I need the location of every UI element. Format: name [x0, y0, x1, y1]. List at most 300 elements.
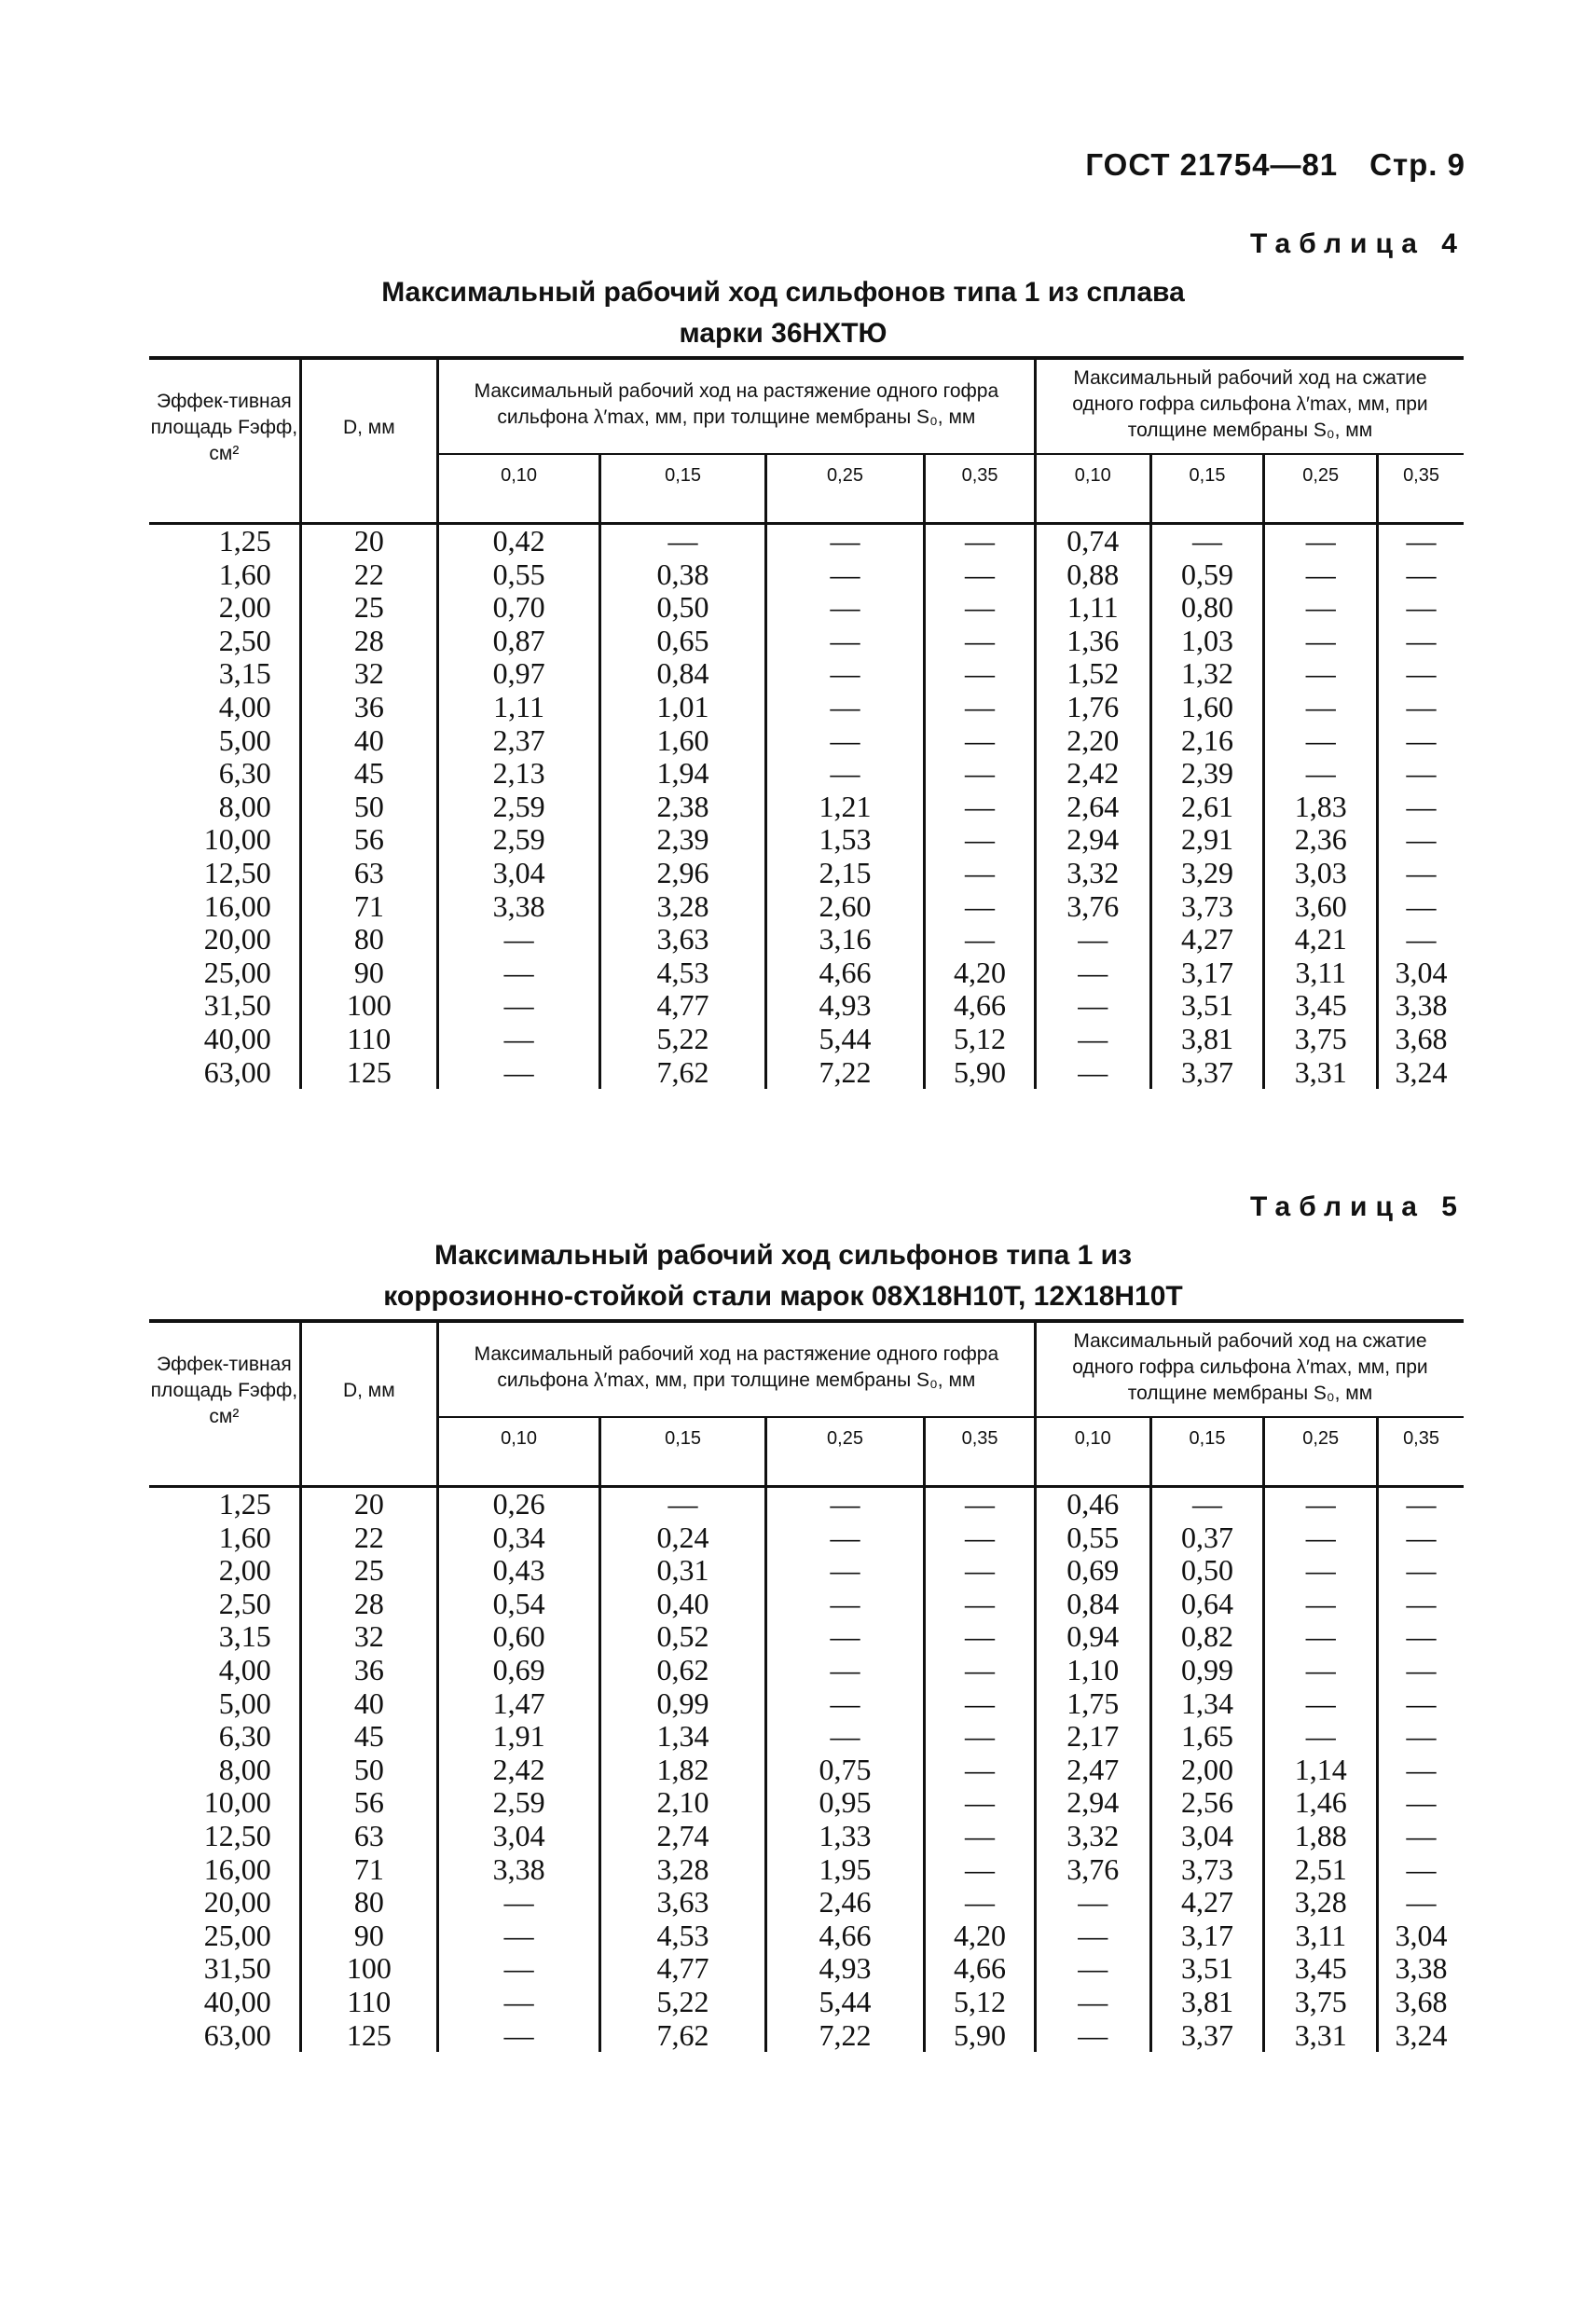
table4-label: Таблица 4 [1249, 228, 1465, 259]
table-row [149, 956, 1464, 990]
value-cell: 0,37 [1150, 1521, 1264, 1555]
value-cell: 3,73 [1150, 890, 1264, 924]
value-cell: 3,37 [1150, 2019, 1264, 2053]
table-row [149, 1886, 1464, 1920]
value-cell: 2,42 [1035, 757, 1150, 791]
value-cell: 1,11 [1035, 591, 1150, 625]
value-cell: — [925, 1886, 1036, 1920]
value-cell: 0,59 [1150, 558, 1264, 592]
value-cell: 1,95 [765, 1853, 924, 1887]
value-cell: — [765, 691, 924, 724]
value-cell: 0,38 [600, 558, 766, 592]
value-cell: — [1378, 1654, 1464, 1687]
area-cell: 63,00 [203, 2017, 271, 2052]
diameter-cell: 100 [300, 989, 437, 1023]
thickness-header: 0,35 [925, 454, 1036, 496]
value-cell: — [1378, 657, 1464, 691]
value-cell: — [1378, 857, 1464, 890]
value-cell: 5,22 [600, 1986, 766, 2019]
value-cell: 0,64 [1150, 1588, 1264, 1621]
value-cell: — [1264, 625, 1378, 658]
thickness-header: 0,35 [925, 1417, 1036, 1459]
table-row [149, 989, 1464, 1023]
value-cell: — [1378, 591, 1464, 625]
table5-label: Таблица 5 [1249, 1191, 1465, 1222]
value-cell: 3,38 [437, 1853, 599, 1887]
value-cell: 1,01 [600, 691, 766, 724]
group-compress-header: Максимальный рабочий ход на сжатие одного гофра сильфона λ′max, мм, при толщине мембраны S₀, мм [1035, 358, 1464, 454]
value-cell: — [437, 1056, 599, 1090]
value-cell: 2,39 [600, 823, 766, 857]
value-cell: 0,75 [765, 1754, 924, 1787]
area-cell: 25,00 [203, 1918, 271, 1952]
area-cell: 4,00 [218, 689, 271, 723]
value-cell: — [1035, 956, 1150, 990]
value-cell: 2,61 [1150, 791, 1264, 824]
area-cell: 1,60 [218, 1520, 271, 1554]
value-cell: — [765, 1487, 924, 1521]
thickness-header: 0,10 [1035, 1417, 1150, 1459]
table-row [149, 1754, 1464, 1787]
value-cell: 3,28 [1264, 1886, 1378, 1920]
area-cell: 12,50 [203, 1818, 271, 1852]
value-cell: 0,50 [600, 591, 766, 625]
value-cell: 3,45 [1264, 1952, 1378, 1986]
value-cell: — [765, 1554, 924, 1588]
value-cell: 5,22 [600, 1023, 766, 1056]
area-cell: 40,00 [203, 1021, 271, 1055]
value-cell: 0,94 [1035, 1620, 1150, 1654]
value-cell: — [1264, 1588, 1378, 1621]
value-cell: 3,63 [600, 923, 766, 956]
area-cell: 40,00 [203, 1984, 271, 2018]
value-cell: — [1378, 1853, 1464, 1887]
value-cell: — [1378, 1786, 1464, 1820]
value-cell: 0,46 [1035, 1487, 1150, 1521]
value-cell: 1,83 [1264, 791, 1378, 824]
value-cell: 4,66 [925, 989, 1036, 1023]
area-cell: 1,25 [218, 524, 271, 557]
table-row [149, 1687, 1464, 1721]
value-cell: 3,24 [1378, 2019, 1464, 2053]
value-cell: — [1264, 691, 1378, 724]
table-row [149, 1056, 1464, 1090]
thickness-header: 0,25 [1264, 1417, 1378, 1459]
value-cell: 2,59 [437, 791, 599, 824]
value-cell: 7,62 [600, 1056, 766, 1090]
value-cell: — [1264, 1654, 1378, 1687]
diameter-cell: 90 [300, 956, 437, 990]
value-cell: — [765, 657, 924, 691]
value-cell: 3,75 [1264, 1023, 1378, 1056]
thickness-header: 0,15 [1150, 454, 1264, 496]
value-cell: 1,36 [1035, 625, 1150, 658]
value-cell: 4,53 [600, 956, 766, 990]
value-cell: 1,03 [1150, 625, 1264, 658]
value-cell: 7,22 [765, 2019, 924, 2053]
table-row [149, 1986, 1464, 2019]
value-cell: — [437, 1886, 599, 1920]
value-cell: 0,43 [437, 1554, 599, 1588]
value-cell: — [1264, 1620, 1378, 1654]
value-cell: 0,87 [437, 625, 599, 658]
area-cell: 16,00 [203, 888, 271, 923]
value-cell: 0,88 [1035, 558, 1150, 592]
value-cell: 0,24 [600, 1521, 766, 1555]
value-cell: 0,80 [1150, 591, 1264, 625]
value-cell: — [600, 524, 766, 558]
value-cell: 2,10 [600, 1786, 766, 1820]
diameter-cell: 50 [300, 791, 437, 824]
diameter-cell: 90 [300, 1920, 437, 1953]
value-cell: 3,81 [1150, 1023, 1264, 1056]
table-row [149, 1554, 1464, 1588]
area-cell: 6,30 [218, 1719, 271, 1754]
diameter-cell: 36 [300, 691, 437, 724]
value-cell: 2,74 [600, 1820, 766, 1853]
value-cell: 0,52 [600, 1620, 766, 1654]
value-cell: — [925, 1620, 1036, 1654]
value-cell: 0,99 [1150, 1654, 1264, 1687]
table-row [149, 1952, 1464, 1986]
value-cell: — [1378, 1521, 1464, 1555]
value-cell: 0,70 [437, 591, 599, 625]
value-cell: 0,55 [1035, 1521, 1150, 1555]
value-cell: 4,93 [765, 989, 924, 1023]
value-cell: — [765, 1588, 924, 1621]
thickness-header: 0,35 [1378, 1417, 1464, 1459]
value-cell: 1,34 [600, 1720, 766, 1754]
value-cell: 3,68 [1378, 1986, 1464, 2019]
value-cell: — [1264, 1521, 1378, 1555]
area-cell: 5,00 [218, 1686, 271, 1720]
value-cell: 2,91 [1150, 823, 1264, 857]
table4-title-line2: марки 36НХТЮ [679, 318, 887, 349]
value-cell: — [765, 625, 924, 658]
value-cell: — [925, 823, 1036, 857]
value-cell: — [1378, 1487, 1464, 1521]
value-cell: 2,56 [1150, 1786, 1264, 1820]
value-cell: 1,53 [765, 823, 924, 857]
value-cell: 3,73 [1150, 1853, 1264, 1887]
value-cell: 2,46 [765, 1886, 924, 1920]
value-cell: — [925, 857, 1036, 890]
value-cell: 1,75 [1035, 1687, 1150, 1721]
value-cell: — [1378, 724, 1464, 758]
value-cell: 3,63 [600, 1886, 766, 1920]
value-cell: 1,34 [1150, 1687, 1264, 1721]
value-cell: 3,60 [1264, 890, 1378, 924]
value-cell: — [437, 1986, 599, 2019]
standard-number: ГОСТ 21754—81 [1085, 147, 1339, 182]
value-cell: 0,42 [437, 524, 599, 558]
page-number: Стр. 9 [1369, 147, 1465, 182]
value-cell: 4,93 [765, 1952, 924, 1986]
diameter-cell: 110 [300, 1023, 437, 1056]
value-cell: 2,39 [1150, 757, 1264, 791]
table-row [149, 1588, 1464, 1621]
table-row [149, 791, 1464, 824]
value-cell: — [1264, 1687, 1378, 1721]
value-cell: — [437, 2019, 599, 2053]
area-cell: 6,30 [218, 756, 271, 791]
area-cell: 10,00 [203, 822, 271, 857]
area-cell: 63,00 [203, 1054, 271, 1089]
value-cell: — [1378, 791, 1464, 824]
area-cell: 31,50 [203, 1951, 271, 1986]
value-cell: — [925, 558, 1036, 592]
area-cell: 2,50 [218, 623, 271, 657]
diameter-cell: 125 [300, 2019, 437, 2053]
value-cell: — [925, 1786, 1036, 1820]
value-cell: 0,26 [437, 1487, 599, 1521]
value-cell: — [437, 1920, 599, 1953]
diameter-cell: 25 [300, 1554, 437, 1588]
table-row [149, 923, 1464, 956]
value-cell: 2,36 [1264, 823, 1378, 857]
thickness-header: 0,15 [600, 1417, 766, 1459]
table5-title [280, 1235, 1286, 1317]
diameter-cell: 71 [300, 1853, 437, 1887]
table-row [149, 1853, 1464, 1887]
diameter-cell: 71 [300, 890, 437, 924]
value-cell: 4,21 [1264, 923, 1378, 956]
value-cell: — [1264, 757, 1378, 791]
value-cell: 2,60 [765, 890, 924, 924]
value-cell: 1,47 [437, 1687, 599, 1721]
thickness-header: 0,35 [1378, 454, 1464, 496]
value-cell: 3,04 [1378, 1920, 1464, 1953]
value-cell: — [1035, 1986, 1150, 2019]
value-cell: — [925, 1521, 1036, 1555]
table-row [149, 2019, 1464, 2053]
value-cell: — [1264, 1487, 1378, 1521]
value-cell: 5,12 [925, 1986, 1036, 2019]
value-cell: 0,54 [437, 1588, 599, 1621]
value-cell: 3,81 [1150, 1986, 1264, 2019]
table-row [149, 625, 1464, 658]
value-cell: — [1378, 1886, 1464, 1920]
value-cell: 5,90 [925, 2019, 1036, 2053]
value-cell: 3,32 [1035, 1820, 1150, 1853]
value-cell: — [437, 1952, 599, 1986]
value-cell: 1,32 [1150, 657, 1264, 691]
area-cell: 2,50 [218, 1586, 271, 1620]
value-cell: 1,88 [1264, 1820, 1378, 1853]
diameter-cell: 25 [300, 591, 437, 625]
value-cell: — [925, 757, 1036, 791]
value-cell: 3,76 [1035, 1853, 1150, 1887]
value-cell: — [925, 1588, 1036, 1621]
value-cell: — [1378, 558, 1464, 592]
value-cell: 0,60 [437, 1620, 599, 1654]
value-cell: 5,90 [925, 1056, 1036, 1090]
value-cell: 3,31 [1264, 2019, 1378, 2053]
thickness-header: 0,10 [437, 1417, 599, 1459]
table-row [149, 524, 1464, 558]
value-cell: — [437, 1023, 599, 1056]
value-cell: — [765, 724, 924, 758]
col-d-header: D, мм [300, 1321, 437, 1459]
value-cell: — [925, 1654, 1036, 1687]
value-cell: — [1264, 558, 1378, 592]
value-cell: 7,22 [765, 1056, 924, 1090]
value-cell: — [437, 956, 599, 990]
value-cell: 2,15 [765, 857, 924, 890]
area-cell: 25,00 [203, 955, 271, 989]
table4-title [280, 272, 1286, 354]
value-cell: 2,38 [600, 791, 766, 824]
thickness-header: 0,15 [1150, 1417, 1264, 1459]
value-cell: — [1378, 1820, 1464, 1853]
value-cell: — [1035, 1023, 1150, 1056]
value-cell: 3,16 [765, 923, 924, 956]
value-cell: — [925, 657, 1036, 691]
value-cell: — [765, 558, 924, 592]
table5-title-line1: Максимальный рабочий ход сильфонов типа 1 из [434, 1240, 1132, 1271]
value-cell: 2,37 [437, 724, 599, 758]
value-cell: 1,76 [1035, 691, 1150, 724]
value-cell: 2,00 [1150, 1754, 1264, 1787]
diameter-cell: 100 [300, 1952, 437, 1986]
value-cell: — [1264, 591, 1378, 625]
table-row [149, 724, 1464, 758]
value-cell: — [1378, 757, 1464, 791]
thickness-header: 0,25 [765, 454, 924, 496]
table-row [149, 1654, 1464, 1687]
table-row [149, 890, 1464, 924]
value-cell: 1,46 [1264, 1786, 1378, 1820]
value-cell: 3,04 [1378, 956, 1464, 990]
area-cell: 3,15 [218, 656, 271, 691]
area-cell: 3,15 [218, 1619, 271, 1654]
value-cell: 3,04 [437, 857, 599, 890]
value-cell: 0,62 [600, 1654, 766, 1687]
value-cell: 0,34 [437, 1521, 599, 1555]
thickness-header: 0,10 [437, 454, 599, 496]
value-cell: 1,60 [600, 724, 766, 758]
group-stretch-header: Максимальный рабочий ход на растяжение одного гофра сильфона λ′max, мм, при толщине мембраны S₀, мм [437, 1321, 1035, 1417]
area-cell: 31,50 [203, 988, 271, 1023]
value-cell: — [765, 1620, 924, 1654]
value-cell: — [925, 524, 1036, 558]
value-cell: 2,13 [437, 757, 599, 791]
value-cell: 0,50 [1150, 1554, 1264, 1588]
area-cell: 16,00 [203, 1851, 271, 1886]
value-cell: 0,69 [1035, 1554, 1150, 1588]
value-cell: 3,45 [1264, 989, 1378, 1023]
value-cell: 1,10 [1035, 1654, 1150, 1687]
diameter-cell: 80 [300, 923, 437, 956]
value-cell: 4,77 [600, 989, 766, 1023]
value-cell: 3,11 [1264, 1920, 1378, 1953]
page-header [1085, 147, 1465, 183]
value-cell: 2,20 [1035, 724, 1150, 758]
value-cell: — [1150, 1487, 1264, 1521]
value-cell: 3,03 [1264, 857, 1378, 890]
value-cell: — [925, 1554, 1036, 1588]
value-cell: 1,94 [600, 757, 766, 791]
value-cell: 4,77 [600, 1952, 766, 1986]
diameter-cell: 80 [300, 1886, 437, 1920]
value-cell: — [1378, 890, 1464, 924]
value-cell: 3,04 [1150, 1820, 1264, 1853]
value-cell: 0,74 [1035, 524, 1150, 558]
value-cell: 3,68 [1378, 1023, 1464, 1056]
value-cell: 1,65 [1150, 1720, 1264, 1754]
value-cell: 3,28 [600, 1853, 766, 1887]
value-cell: — [1378, 1588, 1464, 1621]
value-cell: — [1264, 724, 1378, 758]
value-cell: 4,27 [1150, 1886, 1264, 1920]
value-cell: 5,44 [765, 1023, 924, 1056]
value-cell: 3,38 [1378, 1952, 1464, 1986]
value-cell: 3,38 [1378, 989, 1464, 1023]
value-cell: — [1264, 1720, 1378, 1754]
value-cell: 2,94 [1035, 823, 1150, 857]
table-row [149, 1786, 1464, 1820]
diameter-cell: 28 [300, 625, 437, 658]
diameter-cell: 32 [300, 657, 437, 691]
value-cell: 4,20 [925, 1920, 1036, 1953]
diameter-cell: 32 [300, 1620, 437, 1654]
value-cell: 2,59 [437, 1786, 599, 1820]
table-row [149, 1820, 1464, 1853]
value-cell: — [1378, 923, 1464, 956]
table5-title-line2: коррозионно-стойкой стали марок 08Х18Н10Т, 12Х18Н10Т [383, 1281, 1183, 1312]
diameter-cell: 63 [300, 857, 437, 890]
thickness-header: 0,15 [600, 454, 766, 496]
diameter-cell: 28 [300, 1588, 437, 1621]
value-cell: — [925, 625, 1036, 658]
value-cell: 3,29 [1150, 857, 1264, 890]
value-cell: — [925, 724, 1036, 758]
area-cell: 2,00 [218, 590, 271, 625]
value-cell: 3,04 [437, 1820, 599, 1853]
value-cell: 2,64 [1035, 791, 1150, 824]
value-cell: — [925, 1820, 1036, 1853]
value-cell: — [765, 1687, 924, 1721]
area-cell: 1,60 [218, 557, 271, 591]
value-cell: 0,31 [600, 1554, 766, 1588]
table5-body [149, 1487, 1464, 2053]
value-cell: — [1264, 657, 1378, 691]
value-cell: 0,82 [1150, 1620, 1264, 1654]
value-cell: 2,47 [1035, 1754, 1150, 1787]
value-cell: — [765, 524, 924, 558]
value-cell: — [765, 591, 924, 625]
value-cell: 2,96 [600, 857, 766, 890]
value-cell: 3,24 [1378, 1056, 1464, 1090]
area-cell: 5,00 [218, 722, 271, 757]
diameter-cell: 45 [300, 757, 437, 791]
table-row [149, 657, 1464, 691]
value-cell: 0,69 [437, 1654, 599, 1687]
diameter-cell: 45 [300, 1720, 437, 1754]
diameter-cell: 50 [300, 1754, 437, 1787]
value-cell: 7,62 [600, 2019, 766, 2053]
table4 [149, 356, 1464, 1089]
area-cell: 20,00 [203, 922, 271, 956]
value-cell: — [1035, 1920, 1150, 1953]
value-cell: 2,51 [1264, 1853, 1378, 1887]
col-d-header: D, мм [300, 358, 437, 496]
value-cell: — [1378, 1620, 1464, 1654]
diameter-cell: 63 [300, 1820, 437, 1853]
value-cell: 3,76 [1035, 890, 1150, 924]
table4-body [149, 524, 1464, 1090]
value-cell: — [1378, 1687, 1464, 1721]
